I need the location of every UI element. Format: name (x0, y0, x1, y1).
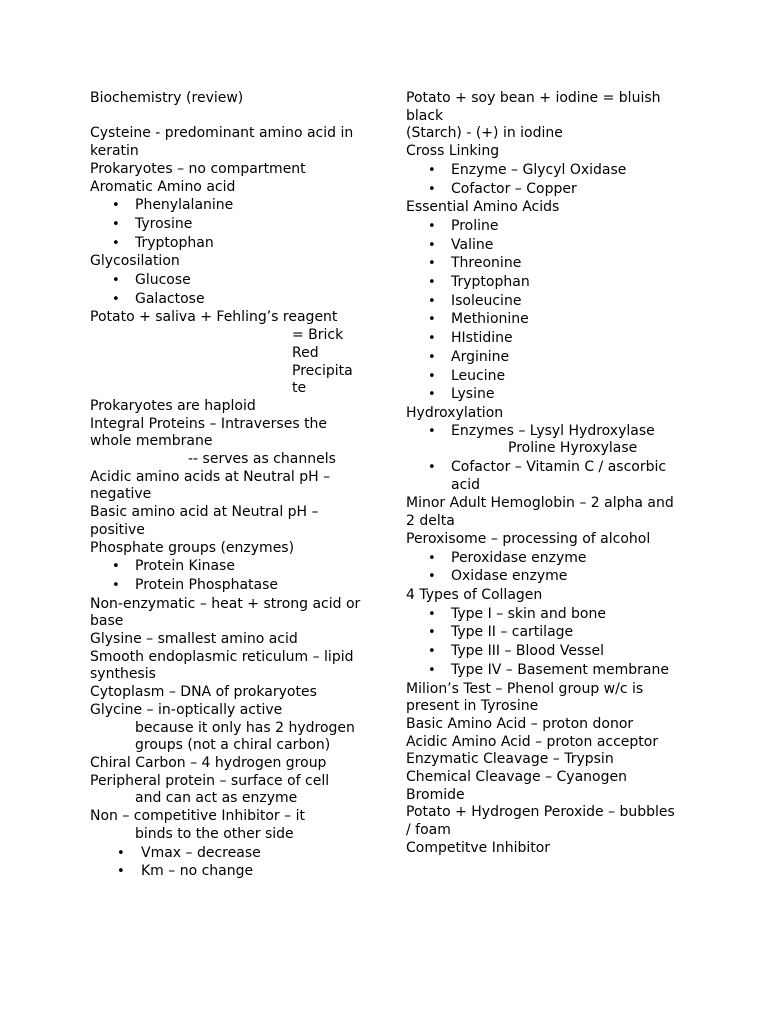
list-item: • Threonine (406, 255, 682, 273)
list-item: • HIstidine (406, 330, 682, 348)
list-item: • Cofactor – Copper (406, 181, 682, 199)
note-line: Peripheral protein – surface of cell (90, 772, 330, 789)
note-line: Non-enzymatic – heat + strong acid or base (90, 595, 361, 630)
left-column (90, 90, 366, 882)
list-item: • Protein Phosphatase (90, 577, 366, 595)
note-line: Smooth endoplasmic reticulum – lipid synthesis (90, 648, 354, 683)
note-line: Prokaryotes are haploid (90, 397, 256, 414)
list-item: • Tryptophan (90, 235, 366, 253)
list-item: • Glucose (90, 272, 366, 290)
note-line-continuation: binds to the other side (135, 825, 294, 842)
note-line: Minor Adult Hemoglobin – 2 alpha and 2 delta (406, 495, 674, 530)
list-item: • Tyrosine (90, 216, 366, 234)
list-item: • Type III – Blood Vessel (406, 643, 682, 661)
note-line: Milion’s Test – Phenol group w/c is present in Tyrosine (406, 680, 644, 715)
list-item: • Galactose (90, 291, 366, 309)
note-line: Non – competitive Inhibitor – it (90, 808, 305, 825)
blank-line (90, 108, 366, 126)
note-line: Basic Amino Acid – proton donor (406, 715, 634, 732)
note-line: Potato + soy bean + iodine = bluish black (406, 90, 661, 124)
note-line-continuation: Proline Hyroxylase (508, 440, 638, 457)
note-line: Prokaryotes – no compartment (90, 160, 306, 177)
note-line: Aromatic Amino acid (90, 178, 236, 195)
note-line: Glycosilation (90, 253, 180, 270)
note-line: Cross Linking (406, 143, 500, 160)
list-item: • Arginine (406, 349, 682, 367)
note-line: 4 Types of Collagen (406, 586, 543, 603)
note-line: Acidic Amino Acid – proton acceptor (406, 733, 659, 750)
list-item: • Methionine (406, 311, 682, 329)
note-line: Peroxisome – processing of alcohol (406, 530, 651, 547)
list-item: • Phenylalanine (90, 197, 366, 215)
list-item: • Proline (406, 218, 682, 236)
note-line: Cytoplasm – DNA of prokaryotes (90, 684, 317, 701)
note-line: Chemical Cleavage – Cyanogen Bromide (406, 769, 627, 803)
note-line: Enzymatic Cleavage – Trypsin (406, 751, 614, 768)
note-line: Cysteine - predominant amino acid in keratin (90, 125, 354, 160)
document-title: Biochemistry (review) (90, 90, 244, 106)
note-line: Potato + saliva + Fehling’s reagent (90, 309, 338, 326)
list-item: • Lysine (406, 386, 682, 404)
list-item: • Valine (406, 237, 682, 255)
list-item: • Type I – skin and bone (406, 606, 682, 624)
list-item: • Vmax – decrease (90, 845, 366, 863)
list-item: • Leucine (406, 368, 682, 386)
note-line: Glysine – smallest amino acid (90, 631, 298, 648)
note-line: Phosphate groups (enzymes) (90, 539, 295, 556)
list-item: • Isoleucine (406, 293, 682, 311)
note-line: Glycine – in-optically active (90, 701, 283, 718)
list-item: • Enzymes – Lysyl Hydroxylase (406, 423, 682, 441)
note-line: Basic amino acid at Neutral pH – positive (90, 504, 319, 538)
note-line: Competitve Inhibitor (406, 839, 551, 856)
list-item: • Peroxidase enzyme (406, 550, 682, 568)
note-line: (Starch) - (+) in iodine (406, 125, 563, 142)
note-line: Essential Amino Acids (406, 199, 560, 216)
note-line: Acidic amino acids at Neutral pH – negative (90, 468, 331, 503)
right-column (406, 90, 682, 858)
note-line: Hydroxylation (406, 404, 504, 421)
list-item: • Oxidase enzyme (406, 568, 682, 586)
list-item: • Tryptophan (406, 274, 682, 292)
list-item: • Enzyme – Glycyl Oxidase (406, 162, 682, 180)
note-line: Integral Proteins – Intraverses the whole membrane (90, 415, 328, 450)
note-line-continuation: and can act as enzyme (135, 790, 298, 807)
note-line-continuation: because it only has 2 hydrogen groups (not a chiral carbon) (135, 719, 355, 754)
note-line: Potato + Hydrogen Peroxide – bubbles / foam (406, 804, 675, 839)
list-item: • Protein Kinase (90, 558, 366, 576)
note-line: Chiral Carbon – 4 hydrogen group (90, 755, 327, 771)
list-item: • Type IV – Basement membrane (406, 662, 682, 680)
list-item: • Cofactor – Vitamin C / ascorbic acid (406, 459, 682, 494)
list-item: • Km – no change (90, 863, 366, 881)
note-line-continuation: = Brick Red Precipitate (292, 327, 353, 397)
note-line-continuation: -- serves as channels (188, 451, 336, 468)
list-item: • Type II – cartilage (406, 624, 682, 642)
